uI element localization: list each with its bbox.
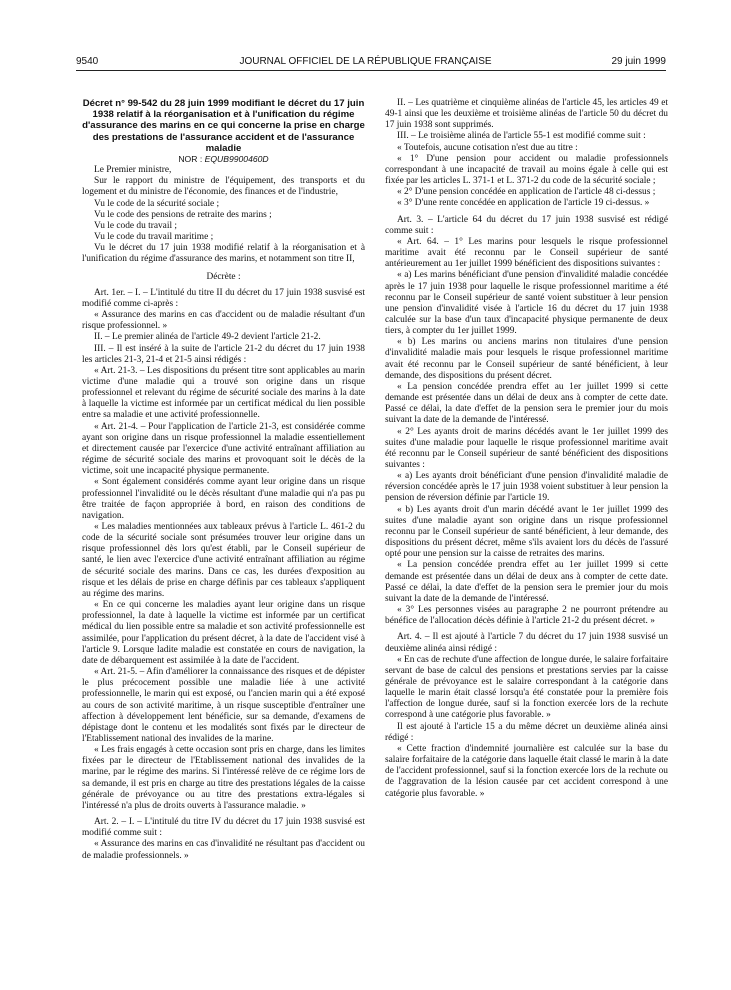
paragraph: « Art. 64. – 1° Les marins pour lesquels le risque professionnel maritime avait été reconnu par le Conseil supérieur de santé antérieurement au 1er juillet 1999 bénéficient des dispositions suivantes :: [385, 236, 668, 270]
right-column: [385, 98, 668, 800]
paragraph: Vu le code des pensions de retraite des marins ;: [94, 209, 272, 220]
paragraph: « Art. 21-5. – Afin d'améliorer la connaissance des risques et de dépister le plus précocement possible une maladie liée à une activité professionnelle, le marin qui est exposé, ou l'ancien marin qui a été exposé au cours de son activité maritime, à un risque susceptible d'entraîner une affection à développement lent bénéficie, sur sa demande, d'examens de dépistage dont le contenu et les modalités sont fixés par le directeur de l'Etablissement national des invalides de la marine.: [82, 667, 365, 744]
paragraph: « 1° D'une pension pour accident ou maladie professionnels correspondant à une incapacité de travail au moins égale à celle qui est fixée par les articles L. 371-1 et L. 371-2 du code de la sécurité sociale ;: [385, 153, 668, 187]
paragraph: Art. 2. – I. – L'intitulé du titre IV du décret du 17 juin 1938 susvisé est modifié comme suit :: [82, 817, 365, 839]
paragraph: Le Premier ministre,: [94, 165, 172, 176]
paragraph: « La pension concédée prendra effet au 1er juillet 1999 si cette demande est présentée dans un délai de deux ans à compter de cette date. Passé ce délai, la date d'effet de la pension sera le premier jour du mois suivant la date de la demande de l'intéressé.: [385, 560, 668, 604]
header-rule: [76, 70, 666, 71]
paragraph: « Assurance des marins en cas d'invalidité ne résultant pas d'accident ou de maladie professionnels. »: [82, 839, 365, 861]
paragraph: « 2° D'une pension concédée en application de l'article 48 ci-dessus ;: [397, 187, 656, 198]
paragraph: II. – Le premier alinéa de l'article 49-2 devient l'article 21-2.: [94, 332, 321, 343]
left-column: [82, 98, 365, 862]
paragraph: « Cette fraction d'indemnité journalière est calculée sur la base du salaire forfaitaire de la catégorie dans laquelle était classé le marin à la date de l'accident professionnel, sauf si la fonction exercée lors de la rechute ou de l'aggravation de la lésion causée par cet accident correspond à une catégorie plus favorable. »: [385, 743, 668, 799]
paragraph: « a) Les ayants droit bénéficiant d'une pension d'invalidité maladie de réversion concédée après le 17 juin 1938 voient substituer à leur pension la pension de réversion définie par l'article 19.: [385, 471, 668, 504]
paragraph: « b) Les ayants droit d'un marin décédé avant le 1er juillet 1999 des suites d'une maladie ayant son origine dans un risque professionnel reconnu par le Conseil supérieur de santé bénéficient, à leur demande, des dispositions du présent décret, même s'ils avaient lors du décès de l'assuré opté pour une pension sur la caisse de retraites des marins.: [385, 504, 668, 560]
nor-code: EQUB9900460D: [204, 154, 269, 165]
paragraph: Vu le code de la sécurité sociale ;: [94, 198, 220, 209]
paragraph: III. – Il est inséré à la suite de l'article 21-2 du décret du 17 juin 1938 les articles 21-3, 21-4 et 21-5 ainsi rédigés :: [82, 343, 365, 365]
decree-title: Décret n° 99-542 du 28 juin 1999 modifiant le décret du 17 juin 1938 relatif à la réorganisation et à l'unification du régime d'assurance des marins en ce qui concerne la prise en charge des prestations de l'assurance accident et de l'assurance maladie: [82, 98, 365, 154]
paragraph: II. – Les quatrième et cinquième alinéas de l'article 45, les articles 49 et 49-1 ainsi que les deuxième et troisième alinéas de l'article 50 du décret du 17 juin 1938 sont supprimés.: [385, 98, 668, 131]
paragraph: Il est ajouté à l'article 15 a du même décret un deuxième alinéa ainsi rédigé :: [385, 721, 668, 743]
paragraph: « Art. 21-3. – Les dispositions du présent titre sont applicables au marin victime d'une maladie qui a trouvé son origine dans un risque professionnel et relevant du régime de sécurité sociale des marins à la date à laquelle la victime est informée par un certificat médical du lien possible entre sa maladie et une activité professionnelle.: [82, 365, 365, 421]
paragraph: « En ce qui concerne les maladies ayant leur origine dans un risque professionnel, la date à laquelle la victime est informée par un certificat médical du lien possible entre sa maladie et son activité professionnelle est assimilée, pour l'application du présent décret, à la date de l'accident visé à l'article 9. Lorsque ladite maladie est constatée en cours de navigation, la date de débarquement est assimilée à la date de l'accident.: [82, 600, 365, 666]
paragraph: « Toutefois, aucune cotisation n'est due au titre :: [397, 142, 578, 153]
paragraph: « a) Les marins bénéficiant d'une pension d'invalidité maladie concédée après le 17 juin 1938 pour laquelle le risque professionnel maritime a été reconnu par le Conseil supérieur de santé voient substituer à leur pension une pension d'invalidité visée à l'article 16 du décret du 17 juin 1938 calculée sur la base d'un taux d'incapacité physique permanente de deux tiers, à compter du 1er juillet 1999.: [385, 270, 668, 337]
nor-label: NOR :: [178, 154, 203, 165]
journal-title: JOURNAL OFFICIEL DE LA RÉPUBLIQUE FRANÇAISE: [239, 56, 492, 67]
paragraph: « En cas de rechute d'une affection de longue durée, le salaire forfaitaire servant de base de calcul des pensions et prestations servies par la caisse générale de prévoyance est le salaire correspondant à la catégorie dans laquelle le marin était classé lorsqu'a été constatée pour la première fois l'affection de longue durée, sauf si la fonction exercée lors de la rechute correspond à une catégorie plus favorable. »: [385, 654, 668, 721]
paragraph: « b) Les marins ou anciens marins non titulaires d'une pension d'invalidité maladie mais pour lesquels le risque professionnel maritime avait été reconnu par le Conseil supérieur de santé bénéficient, à leur demande, des dispositions du présent décret.: [385, 337, 668, 381]
paragraph: « La pension concédée prendra effet au 1er juillet 1999 si cette demande est présentée dans un délai de deux ans à compter de cette date. Passé ce délai, la date d'effet de la pension sera le premier jour du mois suivant la date de la demande de l'intéressé.: [385, 381, 668, 426]
paragraph: « Sont également considérés comme ayant leur origine dans un risque professionnel l'invalidité ou le décès résultant d'une maladie qui n'a pas pu être traitée de façon appropriée à bord, en raison des conditions de navigation.: [82, 477, 365, 521]
paragraph: Art. 1er. – I. – L'intitulé du titre II du décret du 17 juin 1938 susvisé est modifié comme ci-après :: [82, 287, 365, 309]
paragraph: Vu le code du travail ;: [94, 220, 178, 231]
paragraph: Vu le décret du 17 juin 1938 modifié relatif à la réorganisation et à l'unification du régime d'assurance des marins, et notamment son titre II,: [82, 243, 365, 265]
paragraph: « 3° Les personnes visées au paragraphe 2 ne pourront prétendre au bénéfice de l'allocation décès définie à l'article 21-2 du présent décret. »: [385, 605, 668, 627]
paragraph: « Assurance des marins en cas d'accident ou de maladie résultant d'un risque professionnel. »: [82, 310, 365, 332]
paragraph: Art. 4. – Il est ajouté à l'article 7 du décret du 17 juin 1938 susvisé un deuxième alinéa ainsi rédigé :: [385, 632, 668, 654]
right-paragraphs: [385, 98, 668, 800]
paragraph: « 3° D'une rente concédée en application de l'article 19 ci-dessus. »: [397, 198, 650, 209]
paragraph: Vu le code du travail maritime ;: [94, 232, 214, 243]
paragraph: « Les frais engagés à cette occasion sont pris en charge, dans les limites fixées par le directeur de l'Etablissement national des invalides de la marine, par le régime des marins. Si l'intéressé relève de ce régime lors de sa demande, il est pris en charge au titre des prestations légales de la caisse générale de prévoyance ou au titre des prestations extra-légales si l'intéressé n'a plus de droits ouverts à l'assurance maladie. »: [82, 745, 365, 811]
paragraph: « Les maladies mentionnées aux tableaux prévus à l'article L. 461-2 du code de la sécurité sociale sont présumées trouver leur origine dans un risque professionnel dès lors qu'est établi, par le Conseil supérieur de santé, le lien avec l'exercice d'une activité entraînant affiliation au régime de sécurité sociale des marins. Dans ce cas, les durées d'exposition au risque et les délais de prise en charge définis par ces tableaux s'appliquent au régime des marins.: [82, 522, 365, 599]
paragraph: Décrète :: [206, 271, 241, 282]
paragraph: Sur le rapport du ministre de l'équipement, des transports et du logement et du ministre de l'économie, des finances et de l'industrie,: [82, 176, 365, 198]
page-number: 9540: [76, 56, 99, 67]
paragraph: « 2° Les ayants droit de marins décédés avant le 1er juillet 1999 des suites d'une maladie pour laquelle le risque professionnel maritime avait été reconnu par le Conseil supérieur de santé bénéficient des dispositions suivantes :: [385, 426, 668, 470]
left-paragraphs: [82, 165, 365, 862]
issue-date: 29 juin 1999: [611, 56, 666, 67]
paragraph: « Art. 21-4. – Pour l'application de l'article 21-3, est considérée comme ayant son origine dans un risque professionnel la maladie essentiellement et directement causée par l'exercice d'une activité entraînant affiliation au régime de sécurité sociale des marins et provoquant soit le décès de la victime, soit une incapacité physique permanente.: [82, 421, 365, 477]
paragraph: III. – Le troisième alinéa de l'article 55-1 est modifié comme suit :: [397, 131, 646, 142]
page-header: [0, 0, 731, 67]
nor-reference: [82, 154, 365, 165]
paragraph: Art. 3. – L'article 64 du décret du 17 juin 1938 susvisé est rédigé comme suit :: [385, 214, 668, 236]
